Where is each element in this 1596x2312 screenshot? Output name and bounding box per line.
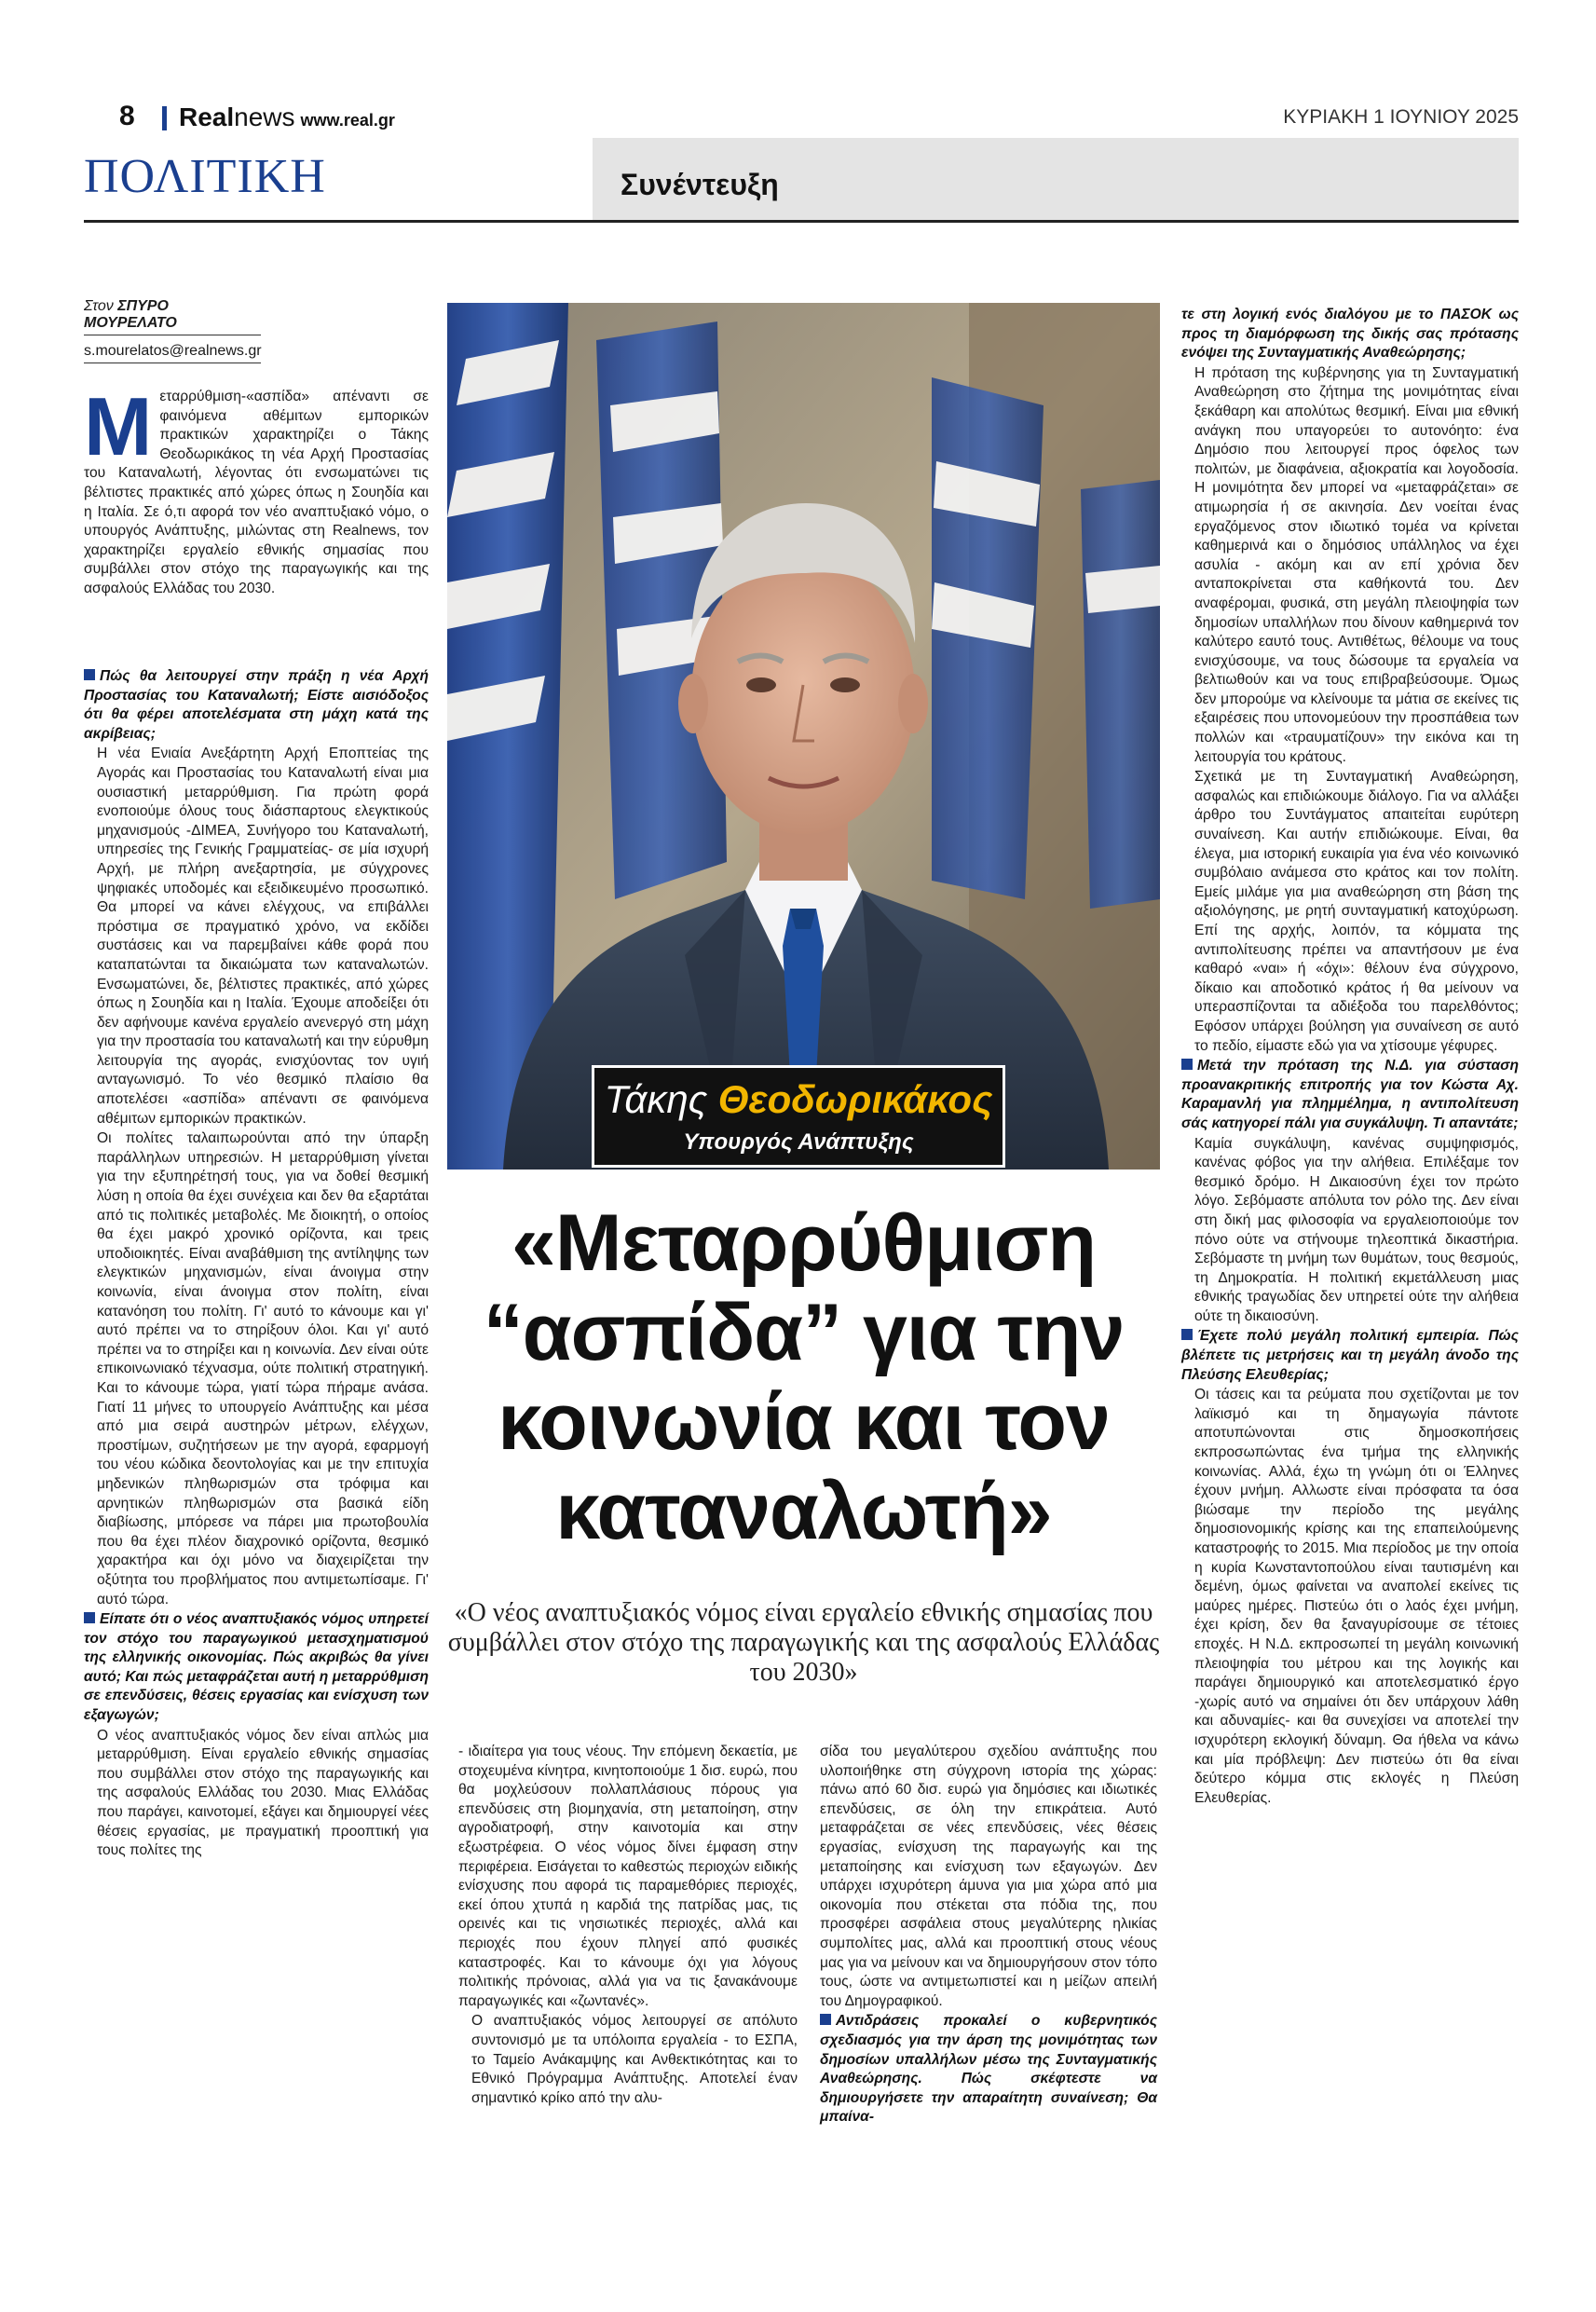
column-2-p1: - ιδιαίτερα για τους νέους. Την επόμενη δεκαετία, με στοχευμένα κίνητρα, κινητοποιούμε 1 δισ. ευρώ, που θα μοχλεύσουν πολλαπλάσιους πόρους για επενδύσεις στη βιομηχανία, στη μεταποίηση, στην αγροδιατροφή, στην καινοτομία και στην εξωστρέφεια. Ο νέος νόμος δίνει έμφαση στην περιφέρεια. Εισάγεται το καθεστώς περιοχών ειδικής ενίσχυσης που αφορά τις παραμεθόριες περιοχές, εκεί όπου χτυπά η καρδιά της πατρίδας μας, τις ορεινές και τις νησιωτικές περιοχές, αλλά και περιοχές που έχουν πληγεί από φυσικές καταστροφές. Και το κάνουμε όχι για λόγους πολιτικής πρόνοιας, αλλά για να τις ξανακάνουμε παραγωγικές και «ζωντανές». [458,1744,798,2009]
column-3-p1: σίδα του μεγαλύτερου σχεδίου ανάπτυξης που υλοποιήθηκε στη σύγχρονη ιστορία της χώρας: πάνω από 60 δισ. ευρώ για δημόσιες και ιδιωτικές επενδύσεις, σε όλη την επικράτεια. Αυτό μεταφράζεται σε νέες επενδύσεις, νέες θέσεις εργασίας, ενίσχυση της παραγωγής και της μεταποίησης και ενίσχυση των εξαγωγών. Δεν υπάρχει ισχυρότερη άμυνα για μια χώρα από μια οικονομία που στέκεται στα πόδια της, που προσφέρει ασφάλεια στους μεγαλύτερης ηλικίας συμπολίτες μας, αλλά και προοπτική στους νέους μας για να μείνουν και να δημιουργήσουν στον τόπο τους, ώστε να αντιμετωπιστεί και η μείζων απειλή του Δημογραφικού. [820,1744,1157,2009]
byline [84,298,261,363]
intro-text: εταρρύθμιση-«ασπίδα» απέναντι σε φαινόμενα αθέμιτων εμπορικών πρακτικών χαρακτηρίζει ο Τάκης Θεοδωρικάκος τη νέα Αρχή Προστασίας του Καταναλωτή, λέγοντας ότι ενσωματώνει τις βέλτιστες πρακτικές από χώρες όπως η Σουηδία και η Ιταλία. Σε ό,τι αφορά τον νέο αναπτυξιακό νόμο, ο υπουργός Ανάπτυξης, μιλώντας στη Realnews, τον χαρακτηρίζει εργαλείο εθνικής σημασίας που συμβάλλει στον στόχο της παραγωγικής και της ασφαλούς Ελλάδας του 2030. [84,389,429,596]
question-3-continued: τε στη λογική ενός διαλόγου με το ΠΑΣΟΚ ως προς τη διαμόρφωση της δικής σας πρότασης ενόψει της Συνταγματικής Αναθεώρησης; [1181,307,1519,362]
standfirst: «Ο νέος αναπτυξιακός νόμος είναι εργαλείο εθνικής σημασίας που συμβάλλει στον στόχο της παραγωγικής και της ασφαλούς Ελλάδας του 2030» [447,1598,1160,1687]
column-1 [84,667,429,1862]
caption-first-name: Τάκης [604,1077,708,1121]
question-3: Αντιδράσεις προκαλεί ο κυβερνητικός σχεδιασμός για την άρση της μονιμότητας των δημοσίων υπαλλήλων μέσω της Συνταγματικής Αναθεώρησης. Πώς σκέφτεστε να δημιουργήσετε την απαραίτητη συναίνεση; Θα μπαίνα- [820,2013,1157,2126]
masthead [84,101,1519,142]
caption-name [594,1077,1003,1122]
question-square-icon [1181,1059,1193,1070]
answer-3-p1: Η πρόταση της κυβέρνησης για τη Συνταγματική Αναθεώρηση στο ζήτημα της μονιμότητας είναι ξεκάθαρη και απολύτως θεσμική. Είναι μια εθνική ανάγκη που υπαγορεύει το αυτονόητο: ένα Δημόσιο που λειτουργεί προς όφελος των πολιτών, με διαφάνεια, αξιοκρατία και λογοδοσία. Η μονιμότητα δεν μπορεί να «μεταφράζεται» σε ατιμωρησία ή σε ακινησία. Δεν νοείται ένας εργαζόμενος στον ιδιωτικό τομέα να κρίνεται καθημερινά και ο δημόσιος υπάλληλος να έχει ασυλία - ακόμη και αν επί χρόνια δεν ανταποκρίνεται στα καθήκοντά του. Δεν αναφέρομαι, φυσικά, στη μεγάλη πλειοψηφία των δημοσίων υπαλλήλων που δίνουν καθημερινά τον καλύτερο εαυτό τους. Αντιθέτως, θέλουμε να τους ενισχύσουμε, να τους δώσουμε τα εργαλεία να βελτιωθούν και να τους επιβραβεύσουμε. Όμως δεν μπορούμε να κλείνουμε τα μάτια σε εκείνες τις εξαιρέσεις που υπονομεύουν την προσπάθεια των πολλών και «τραυματίζουν» την εικόνα και τη λειτουργία του κράτους. [1194,364,1519,765]
byline-author [84,298,261,335]
question-5: Έχετε πολύ μεγάλη πολιτική εμπειρία. Πώς βλέπετε τις μετρήσεις και τη μεγάλη άνοδο της Πλεύσης Ελευθερίας; [1181,1328,1519,1383]
question-square-icon [84,669,95,680]
byline-name: ΣΠΥΡΟ ΜΟΥΡΕΛΑΤΟ [84,298,177,331]
page-number: 8 [119,101,135,131]
caption-surname: Θεοδωρικάκος [717,1077,993,1121]
answer-1-p2: Οι πολίτες ταλαιπωρούνται από την ύπαρξη παράλληλων υπηρεσιών. Η μεταρρύθμιση γίνεται για την εξυπηρέτησή τους, για να δοθεί θεσμική λύση η οποία θα έχει συνέχεια και δεν θα εξαρτάται από τις πολιτικές μεταβολές. Με διοικητή, ο οποίος θα έχει μακρό χρονικό ορίζοντα, και τρεις υποδιοικητές. Είναι αναβάθμιση της αντίληψης των ελεγκτικών μηχανισμών, είναι άνοιγμα στην κοινωνία, είναι άνοιγμα στον πολίτη, είναι κατανόηση του πολίτη. Γι' αυτό το κάνουμε και γι' αυτό πρέπει να το στηρίξουν όλοι. Και γι' αυτό πρέπει να το στηρίξει και η κοινωνία. Δεν είναι ούτε επικοινωνιακό τέχνασμα, ούτε πολιτική στρατηγική. Και το κάνουμε τώρα, γιατί τώρα πήραμε ανάσα. Γιατί 11 μήνες το υπουργείο Ανάπτυξης και μέσα από μια σειρά αυστηρών μέτρων, ελέγχων, προστίμων, συζητήσεων με την αγορά, εφαρμογή του νέου κώδικα δεοντολογίας και με την επιτυχία μηδενικών πληθωρισμών στα τρόφιμα και αρνητικών πληθωρισμών στα βασικά είδη διαβίωσης, μπόρεσε να πάρει μια πρωτοβουλία που θα έχει πλέον διαχρονικό ορίζοντα, θεσμικό χαρακτήρα και όχι μόνο να διαχειρίζεται την οξύτητα του προβλήματος που αντιμετωπίσαμε. Γι' αυτό τώρα. [97,1130,429,1607]
question-square-icon [1181,1329,1193,1340]
masthead-divider [162,106,167,130]
intro-paragraph [84,380,429,599]
brand-light: news [234,103,295,131]
question-1: Πώς θα λειτουργεί στην πράξη η νέα Αρχή Προστασίας του Καταναλωτή; Είστε αισιόδοξος ότι θα φέρει αποτελέσματα στη μάχη κατά της ακρίβειας; [84,668,429,742]
answer-1-p1: Η νέα Ενιαία Ανεξάρτητη Αρχή Εποπτείας της Αγοράς και Προστασίας του Καταναλωτή είναι μια ουσιαστική μεταρρύθμιση. Για πρώτη φορά ενοποιούμε όλους τους διάσπαρτους ελεγκτικούς μηχανισμούς -ΔΙΜΕΑ, Συνήγορο του Καταναλωτή, υπηρεσίες της Γενικής Γραμματείας- σε μία ισχυρή Αρχή, με πλήρη ανεξαρτησία, με σύγχρονες ψηφιακές υποδομές και εξειδικευμένο προσωπικό. Θα μπορεί να κάνει ελέγχους, να επιβάλλει πρόστιμα σε πραγματικό χρόνο, να εκδίδει συστάσεις και να παρεμβαίνει κάθε φορά που καταπατώνται τα δικαιώματα των καταναλωτών. Ενσωματώνει, δε, βέλτιστες πρακτικές, από χώρες όπως η Σουηδία και η Ιταλία. Έχουμε αποδείξει ότι δεν αφήνουμε κανένα εργαλείο ανενεργό στη μάχη για την προστασία του καταναλωτή και την εύρυθμη λειτουργία της αγοράς, ενισχύοντας τον υγιή ανταγωνισμό. Το νέο θεσμικό πλαίσιο θα αποτελέσει «ασπίδα» απέναντι σε φαινόμενα αθέμιτων εμπορικών πρακτικών. [97,746,430,1127]
byline-prefix: Στον [84,298,114,314]
answer-5: Οι τάσεις και τα ρεύματα που σχετίζονται με τον λαϊκισμό και τη δημαγωγία πάντοτε αποτυπώνονται στις δημοσκοπήσεις εκπροσωπώντας ένα τμήμα της ελληνικής κοινωνίας. Αλλά, έχω τη γνώμη ότι οι Έλληνες έχουν μνήμη. Αλλωστε είναι πρόσφατα τα όσα βιώσαμε την περίοδο της μεγάλης δημοσιονομικής κρίσης και της επαπειλούμενης καταστροφής το 2015. Μια περίοδος με την οποία η κυρία Κωνσταντοπούλου είναι ταυτισμένη και δεμένη, όμως φαίνεται να αναπολεί εκείνες τις μαύρες ημέρες. Πιστεύω ότι ο λαός έχει μνήμη, έχει κρίση, δεν θα ξαναγυρίσουμε σε τέτοιες εποχές. Η Ν.Δ. εκπροσωπεί τη μεγάλη κοινωνική πλειοψηφία του μέτρου και της λογικής και παράγει δημιουργικό και αποτελεσματικό έργο -χωρίς αυτό να σημαίνει ότι δεν υπάρχουν λάθη και αδυναμίες- και θα συνεχίσει να αποτελεί την ισχυρότερη εκλογική δύναμη. Θα ήθελα να κάνω και μία πρόβλεψη: Δεν πιστεύω ότι θα είναι δεύτερο κόμμα στις εκλογές η Πλεύση Ελευθερίας. [1194,1387,1519,1806]
brand-domain: www.real.gr [300,111,395,130]
column-2 [458,1743,798,2109]
brand-bold: Real [179,103,235,131]
headline: «Μεταρρύθμιση “ασπίδα” για την κοινωνία και τον καταναλωτή» [483,1198,1125,1556]
question-2: Είπατε ότι ο νέος αναπτυξιακός νόμος υπηρετεί τον στόχο του παραγωγικού μετασχηματισμού της ελληνικής οικονομίας. Πώς ακριβώς θα γίνει αυτό; Και πώς μεταφράζεται αυτή η μεταρρύθμιση σε επενδύσεις, θέσεις εργασίας και ενίσχυση των εξαγωγών; [84,1611,429,1724]
column-3 [820,1743,1157,2128]
section-title: ΠΟΛΙΤΙΚΗ [84,150,326,203]
column-2-p2: Ο αναπτυξιακός νόμος λειτουργεί σε απόλυτο συντονισμό με τα υπόλοιπα εργαλεία - το ΕΣΠΑ, το Ταμείο Ανάκαμψης και Ανθεκτικότητας και το Εθνικό Πρόγραμμα Ανάπτυξης. Αποτελεί έναν σημαντικό κρίκο από την αλυ- [471,2013,798,2106]
question-4: Μετά την πρόταση της Ν.Δ. για σύσταση προανακριτικής επιτροπής για τον Κώστα Αχ. Καραμανλή για πλημμέλημα, η αντιπολίτευση σάς κατηγορεί πάλι για συγκάλυψη. Τι απαντάτε; [1181,1058,1519,1131]
brand-logo [179,103,395,132]
byline-email: s.mourelatos@realnews.gr [84,343,261,363]
drop-cap: Μ [84,380,153,472]
caption-role: Υπουργός Ανάπτυξης [683,1129,914,1155]
portrait-photo [447,303,1160,1170]
header-rule [84,220,1519,223]
question-square-icon [84,1612,95,1623]
portrait-illustration [447,303,1160,1170]
issue-date: ΚΥΡΙΑΚΗ 1 ΙΟΥΝΙΟΥ 2025 [1283,106,1519,128]
photo-caption [592,1065,1005,1168]
answer-2: Ο νέος αναπτυξιακός νόμος δεν είναι απλώς μια μεταρρύθμιση. Είναι εργαλείο εθνικής σημασίας που συμβάλλει στον στόχο της παραγωγικής και της ασφαλούς Ελλάδας του 2030. Μιας Ελλάδας που παράγει, καινοτομεί, εξάγει και δημιουργεί νέες θέσεις εργασίας, με πραγματική προοπτική για τους πολίτες της [97,1727,429,1859]
answer-3-p2: Σχετικά με τη Συνταγματική Αναθεώρηση, ασφαλώς και επιδιώκουμε διάλογο. Για να αλλάξει άρθρο του Συντάγματος απαιτείται ευρύτερη συναίνεση. Και αυτήν επιδιώκουμε. Είναι, θα έλεγα, μια ιστορική ευκαιρία για ένα νέο κοινωνικό συμβόλαιο ανάμεσα στο κράτος και τον πολίτη. Εμείς μιλάμε για μια αναθεώρηση στη βάση της αξιολόγησης, με ρητή συνταγματική κατοχύρωση. Επί της αρχής, λοιπόν, τα κόμματα της αντιπολίτευσης πρέπει να απαντήσουν με ένα καθαρό «ναι» ή «όχι»: θέλουν ένα σύγχρονο, δίκαιο και αποδοτικό κράτος ή θα μείνουν να υπερασπίζονται τα αδιέξοδα του παρελθόντος; Εφόσον υπάρχει βούληση για συναίνεση σε αυτό το πεδίο, είμαστε εδώ για να χτίσουμε γέφυρες. [1194,769,1519,1054]
rubric-label: Συνέντευξη [621,168,779,201]
question-square-icon [820,2014,831,2025]
column-4 [1181,306,1519,1809]
answer-4: Καμία συγκάλυψη, κανένας συμψηφισμός, κανένας φόβος για την αλήθεια. Επιλέξαμε τον θεσμικό δρόμο. Η Δικαιοσύνη έχει τον πρώτο λόγο. Σεβόμαστε απόλυτα τον ρόλο της. Δεν είναι στη δική μας φιλοσοφία να εργαλειοποιούμε τον πόνο ούτε να στήνουμε τηλεοπτικά δικαστήρια. Σεβόμαστε τη μνήμη των θυμάτων, τους θεσμούς, τη Δημοκρατία. Η πολιτική εκμετάλλευση μιας εθνικής τραγωδίας δεν υπηρετεί ούτε την αλήθεια ούτε τη δικαιοσύνη. [1194,1135,1519,1324]
